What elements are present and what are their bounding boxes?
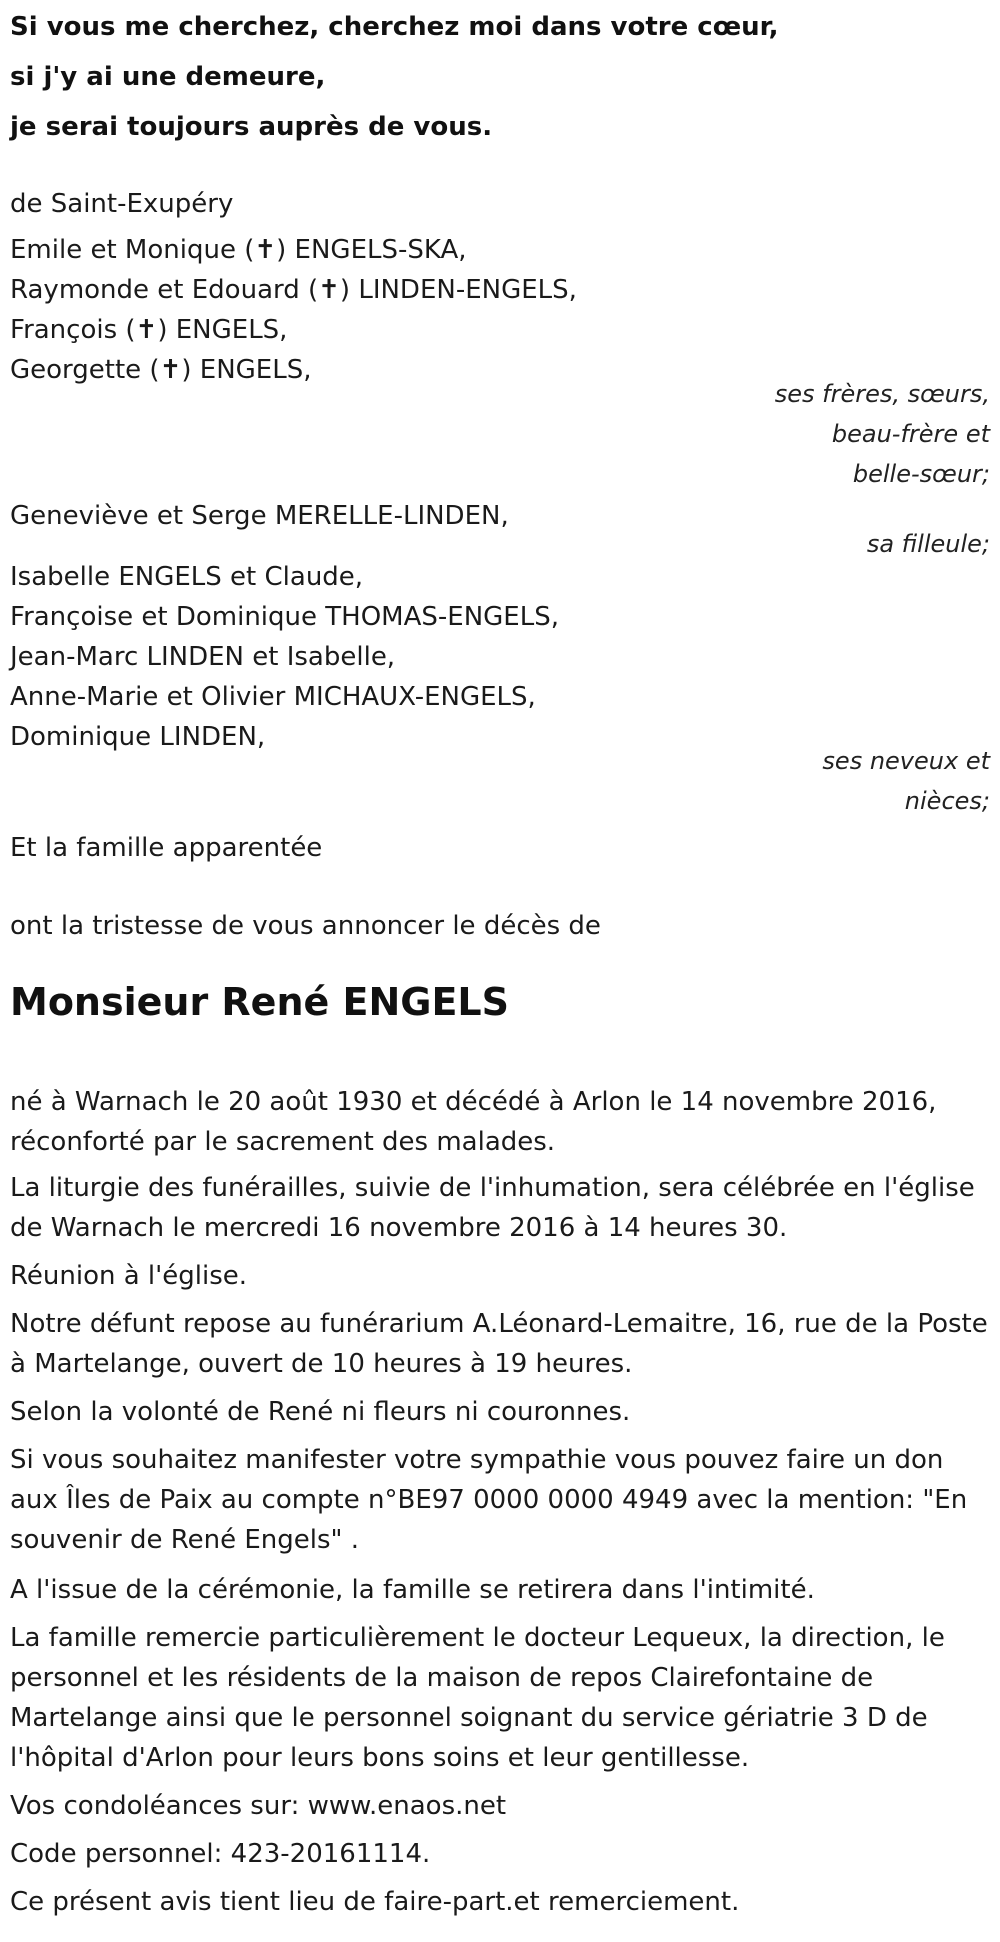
relation-nephews [822, 741, 990, 821]
relation-line: nièces; [904, 787, 990, 815]
family-group-nephews [10, 557, 559, 757]
relation-goddaughter [867, 524, 990, 564]
family-line: Françoise et Dominique THOMAS-ENGELS, [10, 602, 559, 632]
relation-line: belle-sœur; [852, 460, 990, 488]
family-group-siblings [10, 230, 577, 390]
relation-siblings [775, 374, 990, 494]
quote-line-3: je serai toujours auprès de vous. [10, 112, 493, 142]
announce-line: ont la tristesse de vous annoncer le décès de [10, 911, 601, 941]
quote-block [10, 2, 990, 152]
relation-line: ses frères, sœurs, [774, 380, 990, 408]
quote-line-2: si j'y ai une demeure, [10, 62, 326, 92]
relation-line: beau-frère et [831, 420, 990, 448]
family-apparentee: Et la famille apparentée [10, 833, 323, 863]
family-line: François (✝) ENGELS, [10, 315, 288, 345]
paragraph-funerarium: Notre défunt repose au funérarium A.Léonard-Lemaitre, 16, rue de la Poste à Martelange, ouvert de 10 heures à 19 heures. [10, 1309, 988, 1379]
paragraph-funeral: La liturgie des funérailles, suivie de l'inhumation, sera célébrée en l'église de Warnach le mercredi 16 novembre 2016 à 14 heures 30. [10, 1173, 975, 1243]
paragraph-meeting: Réunion à l'église. [10, 1261, 248, 1291]
family-line: Dominique LINDEN, [10, 722, 266, 752]
family-line: Emile et Monique (✝) ENGELS-SKA, [10, 235, 467, 265]
paragraph-intimacy: A l'issue de la cérémonie, la famille se retirera dans l'intimité. [10, 1575, 815, 1605]
paragraph-condolences: Vos condoléances sur: www.enaos.net [10, 1791, 507, 1821]
family-line: Raymonde et Edouard (✝) LINDEN-ENGELS, [10, 275, 577, 305]
deceased-name: Monsieur René ENGELS [10, 980, 509, 1024]
family-line: Jean-Marc LINDEN et Isabelle, [10, 642, 396, 672]
paragraph-faire-part: Ce présent avis tient lieu de faire-part.et remerciement. [10, 1887, 740, 1917]
paragraph-thanks: La famille remercie particulièrement le docteur Lequeux, la direction, le personnel et les résidents de la maison de repos Clairefontaine de Martelange ainsi que le personnel soignant du service gériatrie 3 D de l'hôpital d'Arlon pour leurs bons soins et leur gentillesse. [10, 1623, 945, 1773]
relation-line: sa filleule; [866, 530, 990, 558]
family-line: Anne-Marie et Olivier MICHAUX-ENGELS, [10, 682, 536, 712]
relation-line: ses neveux et [822, 747, 990, 775]
paragraph-donation: Si vous souhaitez manifester votre sympathie vous pouvez faire un don aux Îles de Paix au compte n°BE97 0000 0000 4949 avec la mention: "En souvenir de René Engels" . [10, 1445, 968, 1555]
paragraph-no-flowers: Selon la volonté de René ni fleurs ni couronnes. [10, 1397, 631, 1427]
family-line: Georgette (✝) ENGELS, [10, 355, 312, 385]
family-line: Geneviève et Serge MERELLE-LINDEN, [10, 501, 509, 531]
paragraph-birth-death: né à Warnach le 20 août 1930 et décédé à Arlon le 14 novembre 2016, réconforté par le sacrement des malades. [10, 1087, 937, 1157]
paragraph-code: Code personnel: 423-20161114. [10, 1839, 431, 1869]
family-group-goddaughter [10, 496, 509, 536]
quote-author: de Saint-Exupéry [10, 189, 234, 219]
family-line: Isabelle ENGELS et Claude, [10, 562, 364, 592]
quote-line-1: Si vous me cherchez, cherchez moi dans votre cœur, [10, 12, 779, 42]
